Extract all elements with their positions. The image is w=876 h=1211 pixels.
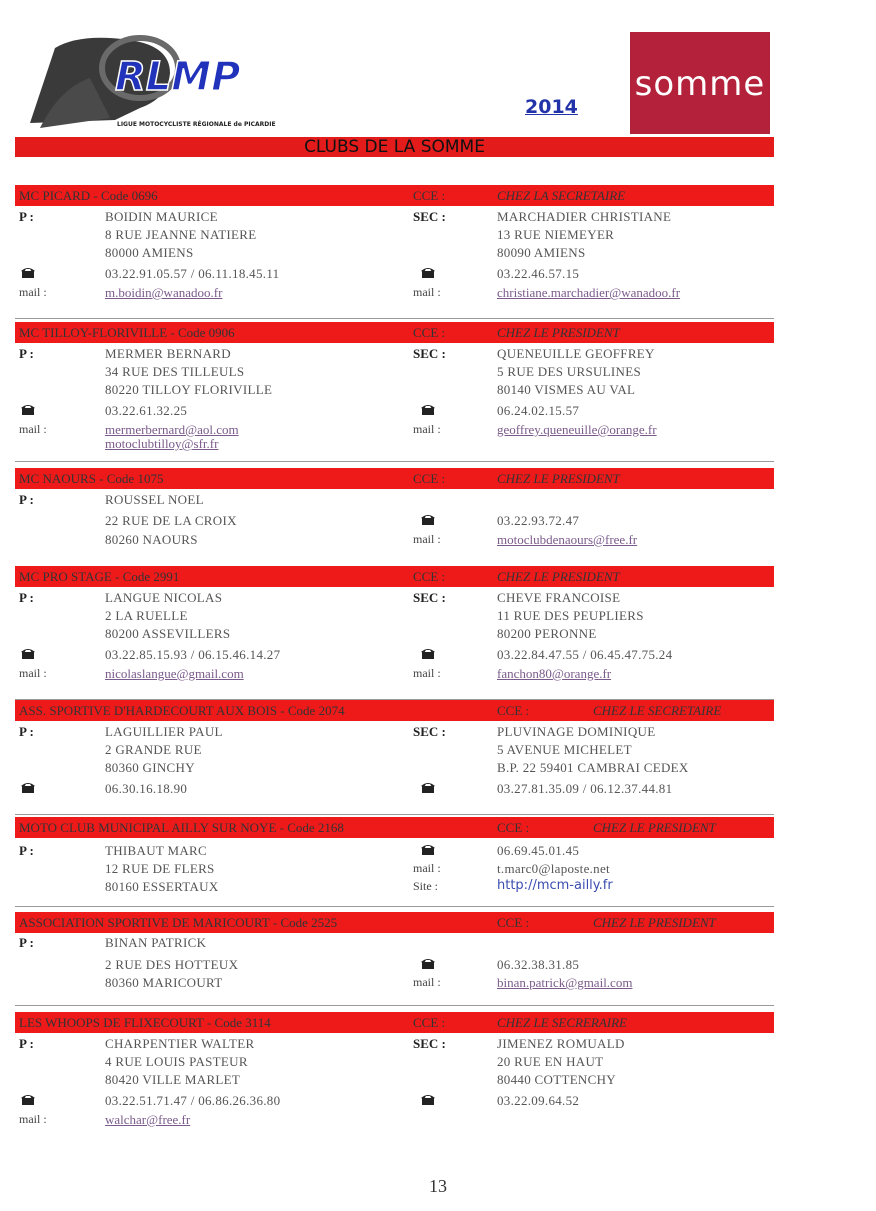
president-label: P :	[19, 724, 34, 739]
secretary-address-line1: 13 RUE NIEMEYER	[497, 227, 615, 242]
club-name: MOTO CLUB MUNICIPAL AILLY SUR NOYE - Code 2168	[19, 820, 344, 835]
secretary-address-line1: 5 RUE DES URSULINES	[497, 364, 642, 379]
phone-icon	[421, 957, 435, 969]
cce-label: CCE :	[413, 569, 446, 584]
club-block	[15, 322, 774, 462]
cce-location: CHEZ LE PRESIDENT	[497, 569, 620, 584]
club-body	[15, 721, 774, 815]
secretary-name: PLUVINAGE DOMINIQUE	[497, 724, 656, 739]
mail-label: mail :	[19, 1112, 47, 1126]
president-address-line1: 12 RUE DE FLERS	[105, 861, 215, 876]
phone-icon	[21, 781, 35, 793]
secretary-phone: 03.22.46.57.15	[497, 266, 580, 281]
mail-label: mail :	[413, 285, 441, 299]
cce-label: CCE :	[497, 703, 530, 718]
president-label: P :	[19, 1036, 34, 1051]
mail-label: mail :	[413, 532, 441, 546]
logo-caption: LIGUE MOTOCYCLISTE RÉGIONALE de PICARDIE	[117, 121, 276, 128]
cce-label: CCE :	[497, 820, 530, 835]
mail-label: mail :	[19, 422, 47, 436]
president-phone: 03.22.85.15.93 / 06.15.46.14.27	[105, 647, 281, 662]
president-name: ROUSSEL NOEL	[105, 492, 204, 507]
club-block	[15, 700, 774, 815]
secretary-address-line1: 5 AVENUE MICHELET	[497, 742, 632, 757]
secretary-phone: 03.22.09.64.52	[497, 1093, 580, 1108]
president-label: P :	[19, 590, 34, 605]
president-name: CHARPENTIER WALTER	[105, 1036, 255, 1051]
president-address-line2: 80420 VILLE MARLET	[105, 1072, 241, 1087]
secretary-address-line2: 80440 COTTENCHY	[497, 1072, 616, 1087]
secretary-mail-link[interactable]: geoffrey.queneuille@orange.fr	[497, 422, 657, 437]
president-address-line2: 80360 GINCHY	[105, 760, 195, 775]
page-title: CLUBS DE LA SOMME	[15, 137, 774, 157]
mail-label: mail :	[19, 285, 47, 299]
site-label: Site :	[413, 879, 439, 893]
mail-label: mail :	[413, 666, 441, 680]
president-address-line1: 2 GRANDE RUE	[105, 742, 202, 757]
cce-location: CHEZ LA SECRETAIRE	[497, 188, 626, 203]
secretary-phone: 03.22.84.47.55 / 06.45.47.75.24	[497, 647, 673, 662]
mail-label: mail :	[413, 975, 441, 989]
phone-icon	[421, 266, 435, 278]
secretary-name: MARCHADIER CHRISTIANE	[497, 209, 672, 224]
league-logo	[20, 28, 276, 138]
secretary-address-line2: B.P. 22 59401 CAMBRAI CEDEX	[497, 760, 689, 775]
phone-icon	[21, 1093, 35, 1105]
phone-icon	[421, 843, 435, 855]
secretary-name: CHEVE FRANCOISE	[497, 590, 621, 605]
president-phone: 03.22.61.32.25	[105, 403, 188, 418]
phone-icon	[21, 647, 35, 659]
secretary-address-line1: 20 RUE EN HAUT	[497, 1054, 604, 1069]
president-name: LAGUILLIER PAUL	[105, 724, 223, 739]
cce-label: CCE :	[497, 915, 530, 930]
club-name: ASS. SPORTIVE D'HARDECOURT AUX BOIS - Code 2074	[19, 703, 345, 718]
president-mail-link[interactable]: walchar@free.fr	[105, 1112, 191, 1127]
president-name: THIBAUT MARC	[105, 843, 207, 858]
club-header-bar	[15, 566, 774, 587]
club-mail-link[interactable]: motoclubtilloy@sfr.fr	[105, 436, 219, 451]
club-mail: t.marc0@laposte.net	[497, 861, 610, 876]
club-block	[15, 566, 774, 700]
club-body	[15, 343, 774, 462]
secretary-label: SEC :	[413, 209, 446, 224]
secretary-mail-link[interactable]: christiane.marchadier@wanadoo.fr	[497, 285, 681, 300]
club-header-bar	[15, 468, 774, 489]
mail-label: mail :	[413, 861, 441, 875]
club-phone: 03.22.93.72.47	[497, 513, 580, 528]
club-website-link[interactable]: http://mcm-ailly.fr	[497, 878, 613, 893]
somme-logo	[630, 32, 770, 134]
club-header-bar	[15, 185, 774, 206]
club-body	[15, 489, 774, 578]
club-header-bar	[15, 1012, 774, 1033]
club-header-bar	[15, 322, 774, 343]
cce-location: CHEZ LE PRESIDENT	[593, 915, 716, 930]
president-address-line1: 4 RUE LOUIS PASTEUR	[105, 1054, 248, 1069]
club-name: MC PRO STAGE - Code 2991	[19, 569, 180, 584]
phone-icon	[421, 1093, 435, 1105]
club-body	[15, 206, 774, 319]
club-name: LES WHOOPS DE FLIXECOURT - Code 3114	[19, 1015, 271, 1030]
club-name: MC NAOURS - Code 1075	[19, 471, 164, 486]
president-address-line2: 80160 ESSERTAUX	[105, 879, 219, 894]
secretary-mail-link[interactable]: fanchon80@orange.fr	[497, 666, 612, 681]
club-block	[15, 468, 774, 578]
club-phone: 06.32.38.31.85	[497, 957, 580, 972]
secretary-address-line2: 80200 PERONNE	[497, 626, 597, 641]
phone-icon	[21, 403, 35, 415]
club-block	[15, 817, 774, 907]
club-block	[15, 185, 774, 319]
president-mail-link[interactable]: nicolaslangue@gmail.com	[105, 666, 244, 681]
phone-icon	[421, 781, 435, 793]
president-label: P :	[19, 209, 34, 224]
club-name: MC TILLOY-FLORIVILLE - Code 0906	[19, 325, 235, 340]
president-name: MERMER BERNARD	[105, 346, 231, 361]
phone-icon	[421, 513, 435, 525]
secretary-label: SEC :	[413, 724, 446, 739]
cce-location: CHEZ LE SECRERAIRE	[497, 1015, 627, 1030]
club-body	[15, 933, 774, 1006]
page-number: 13	[429, 1176, 447, 1196]
cce-location: CHEZ LE PRESIDENT	[497, 471, 620, 486]
club-header-bar	[15, 912, 774, 933]
mail-label: mail :	[19, 666, 47, 680]
club-header-bar	[15, 817, 774, 838]
club-header-bar	[15, 700, 774, 721]
cce-location: CHEZ LE SECRETAIRE	[593, 703, 722, 718]
club-mail-link[interactable]: motoclubdenaours@free.fr	[497, 532, 638, 547]
secretary-name: JIMENEZ ROMUALD	[497, 1036, 625, 1051]
president-phone: 03.22.91.05.57 / 06.11.18.45.11	[105, 266, 280, 281]
logo-letters-1: RLMP	[115, 54, 241, 100]
president-mail-link[interactable]: m.boidin@wanadoo.fr	[105, 285, 223, 300]
secretary-address-line2: 80140 VISMES AU VAL	[497, 382, 636, 397]
club-block	[15, 912, 774, 1006]
club-mail-link[interactable]: binan.patrick@gmail.com	[497, 975, 633, 990]
secretary-label: SEC :	[413, 590, 446, 605]
cce-location: CHEZ LE PRESIDENT	[593, 820, 716, 835]
club-body	[15, 838, 774, 907]
president-address-line1: 2 LA RUELLE	[105, 608, 188, 623]
phone-icon	[421, 647, 435, 659]
president-name: BOIDIN MAURICE	[105, 209, 218, 224]
secretary-label: SEC :	[413, 346, 446, 361]
phone-icon	[421, 403, 435, 415]
club-block	[15, 1012, 774, 1145]
cce-label: CCE :	[413, 471, 446, 486]
somme-logo-word: somme	[634, 64, 766, 104]
president-address-line1: 22 RUE DE LA CROIX	[105, 513, 237, 528]
president-name: BINAN PATRICK	[105, 935, 207, 950]
cce-label: CCE :	[413, 1015, 446, 1030]
president-address-line2: 80000 AMIENS	[105, 245, 194, 260]
president-phone: 03.22.51.71.47 / 06.86.26.36.80	[105, 1093, 281, 1108]
club-phone: 06.69.45.01.45	[497, 843, 580, 858]
secretary-address-line1: 11 RUE DES PEUPLIERS	[497, 608, 644, 623]
president-label: P :	[19, 492, 34, 507]
president-address-line2: 80200 ASSEVILLERS	[105, 626, 231, 641]
club-body	[15, 1033, 774, 1145]
secretary-name: QUENEUILLE GEOFFREY	[497, 346, 655, 361]
club-body	[15, 587, 774, 700]
cce-label: CCE :	[413, 188, 446, 203]
president-label: P :	[19, 843, 34, 858]
president-address-line2: 80260 NAOURS	[105, 532, 198, 547]
president-mail-link[interactable]: mermerbernard@aol.com	[105, 422, 239, 437]
president-address-line2: 80360 MARICOURT	[105, 975, 223, 990]
president-address-line1: 8 RUE JEANNE NATIERE	[105, 227, 257, 242]
president-address-line2: 80220 TILLOY FLORIVILLE	[105, 382, 273, 397]
secretary-address-line2: 80090 AMIENS	[497, 245, 586, 260]
president-address-line1: 34 RUE DES TILLEULS	[105, 364, 245, 379]
president-address-line1: 2 RUE DES HOTTEUX	[105, 957, 239, 972]
president-label: P :	[19, 935, 34, 950]
club-name: ASSOCIATION SPORTIVE DE MARICOURT - Code 2525	[19, 915, 338, 930]
president-name: LANGUE NICOLAS	[105, 590, 223, 605]
club-name: MC PICARD - Code 0696	[19, 188, 158, 203]
secretary-phone: 03.27.81.35.09 / 06.12.37.44.81	[497, 781, 673, 796]
year: 2014	[525, 96, 578, 118]
cce-label: CCE :	[413, 325, 446, 340]
secretary-phone: 06.24.02.15.57	[497, 403, 580, 418]
mail-label: mail :	[413, 422, 441, 436]
president-phone: 06.30.16.18.90	[105, 781, 188, 796]
secretary-label: SEC :	[413, 1036, 446, 1051]
phone-icon	[21, 266, 35, 278]
cce-location: CHEZ LE PRESIDENT	[497, 325, 620, 340]
president-label: P :	[19, 346, 34, 361]
